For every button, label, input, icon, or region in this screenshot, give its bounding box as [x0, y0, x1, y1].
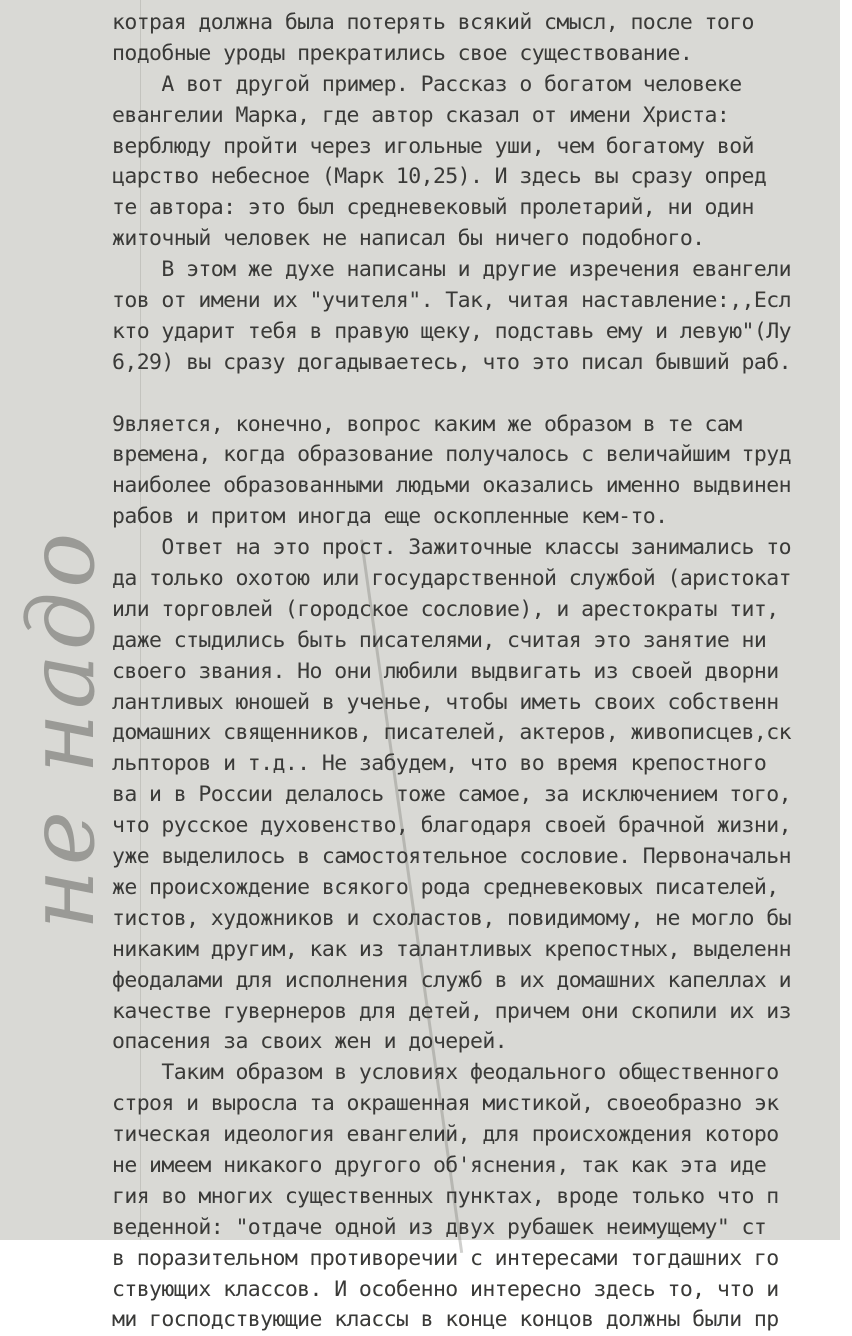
text-line: времена, когда образование получалось с величайшим труд — [112, 442, 791, 468]
text-line: строя и выросла та окрашенная мистикой, своеобразно эк — [112, 1091, 779, 1117]
text-line: не имеем никакого другого об'яснения, так как эта иде — [112, 1152, 767, 1178]
text-line: веденной: "отдаче одной из двух рубашек неимущему" ст — [112, 1214, 767, 1240]
text-line: феодалами для исполнения служб в их домашних капеллах и — [112, 967, 791, 993]
text-line: В этом же духе написаны и другие изречения евангели — [112, 257, 791, 283]
text-line: 9вляется, конечно, вопрос каким же образом в те сам — [112, 411, 742, 437]
text-line: царство небесное (Марк 10,25). И здесь вы сразу опред — [112, 164, 767, 190]
text-line: Таким образом в условиях феодального общественного — [112, 1060, 779, 1086]
text-line: же происхождение всякого рода средневековых писателей, — [112, 874, 779, 900]
text-line: качестве гувернеров для детей, причем они скопили их из — [112, 998, 791, 1024]
text-line: подобные уроды прекратились свое существование. — [112, 40, 693, 66]
text-line: А вот другой пример. Рассказ о богатом человеке — [112, 71, 742, 97]
text-line-blank — [112, 379, 852, 410]
text-line: ствующих классов. И особенно интересно здесь то, что и — [112, 1276, 779, 1302]
text-line: ва и в России делалось тоже самое, за исключением того, — [112, 782, 791, 808]
text-line: или торговлей (городское сословие), и арестократы тит, — [112, 596, 779, 622]
text-line: льпторов и т.д.. Не забудем, что во время крепостного — [112, 751, 767, 777]
text-line: евангелии Марка, где автор сказал от имени Христа: — [112, 102, 730, 128]
text-line: верблюду пройти через игольные уши, чем богатому вой — [112, 133, 754, 159]
text-line: своего звания. Но они любили выдвигать из своей дворни — [112, 658, 779, 684]
text-line: домашних священников, писателей, актеров, живописцев,ск — [112, 720, 791, 746]
text-line: даже стыдились быть писателями, считая это занятие ни — [112, 627, 767, 653]
text-line: что русское духовенство, благодаря своей брачной жизни, — [112, 813, 791, 839]
text-line: тистов, художников и схоластов, повидимому, не могло бы — [112, 905, 791, 931]
text-line: лантливых юношей в ученье, чтобы иметь своих собственн — [112, 689, 779, 715]
typed-text-body — [112, 8, 852, 1336]
text-line: да только охотою или государственной службой (аристокат — [112, 566, 791, 592]
text-line: опасения за своих жен и дочерей. — [112, 1029, 508, 1055]
text-line: те автора: это был средневековый пролетарий, ни один — [112, 195, 754, 221]
text-line: 6,29) вы сразу догадываетесь, что это писал бывший раб. — [112, 349, 791, 375]
text-line: никаким другим, как из талантливых крепостных, выделенн — [112, 936, 791, 962]
text-line: кто ударит тебя в правую щеку, подставь ему и левую"(Лу — [112, 318, 791, 344]
text-line: котрая должна была потерять всякий смысл, после того — [112, 10, 754, 35]
text-line: наиболее образованными людьми оказались именно выдвинен — [112, 473, 791, 499]
handwritten-margin-note: не надо — [8, 528, 115, 930]
text-line: житочный человек не написал бы ничего подобного. — [112, 226, 705, 252]
text-line: ми господствующие классы в конце концов должны были пр — [112, 1307, 779, 1333]
text-line: гия во многих существенных пунктах, вроде только что п — [112, 1183, 779, 1209]
text-line: рабов и притом иногда еще оскопленные кем-то. — [112, 504, 668, 530]
text-line: уже выделилось в самостоятельное сословие. Первоначальн — [112, 844, 791, 870]
text-line: тов от имени их "учителя". Так, читая наставление:,,Есл — [112, 288, 791, 314]
text-line: тическая идеология евангелий, для происхождения которо — [112, 1122, 779, 1148]
text-line: Ответ на это прост. Зажиточные классы занимались то — [112, 535, 791, 561]
text-line: в поразительном противоречии с интересами тогдашних го — [112, 1245, 779, 1271]
